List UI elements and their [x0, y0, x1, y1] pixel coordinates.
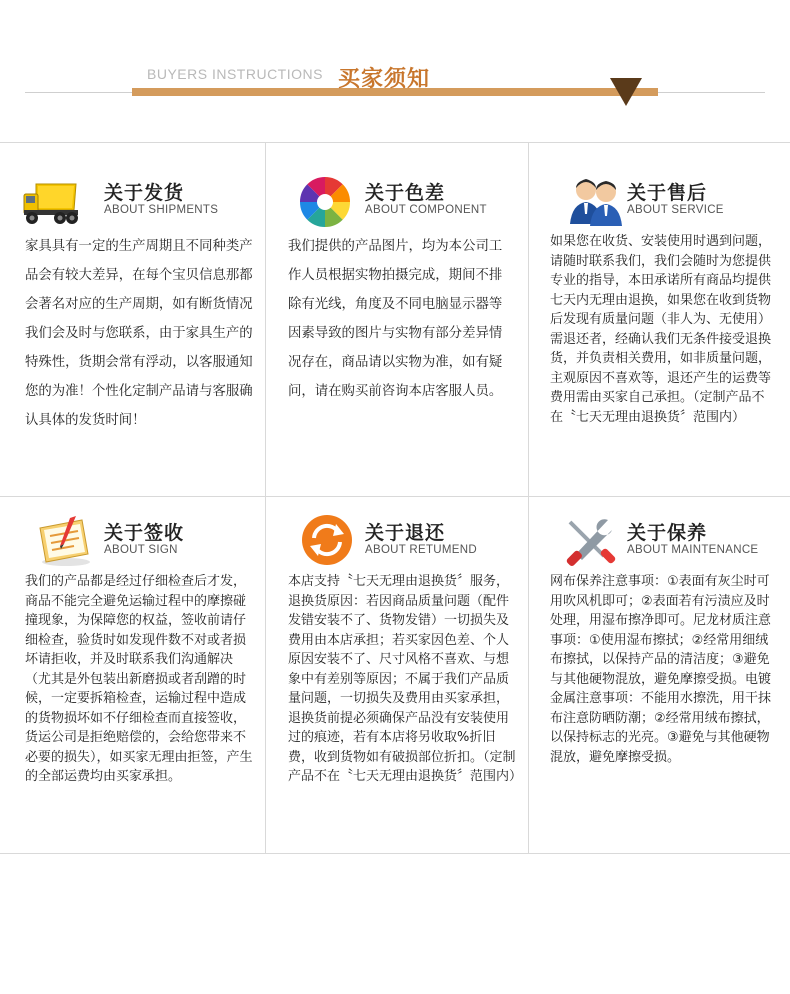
section-color — [265, 174, 528, 494]
section-title: 关于退还 — [365, 522, 446, 544]
grid-line-middle — [0, 496, 790, 497]
section-subtitle: ABOUT RETUMEND — [365, 544, 477, 556]
grid-line-top — [0, 142, 790, 143]
section-service — [528, 174, 790, 494]
section-body: 我们提供的产品图片，均为本公司工作人员根据实物拍摄完成，期间不排除有光线，角度及不同电脑显示器等因素导致的图片与实物有部分差异情况存在，商品请以实物为准，如有疑问，请在购买前咨询本店客服人员。 — [288, 239, 503, 399]
header-title-cn: 买家须知 — [338, 67, 431, 92]
section-shipments — [0, 174, 265, 494]
section-maintenance — [528, 514, 790, 852]
section-subtitle: ABOUT SIGN — [104, 544, 178, 556]
section-title: 关于签收 — [104, 522, 185, 544]
section-body: 我们的产品都是经过仔细检查后才发，商品不能完全避免运输过程中的摩擦碰撞现象，为保障您的权益，签收前请仔细检查，验货时如发现件数不对或者损坏请拒收，并及时联系我们沟通解决（尤其是外包装出新磨损或者刮蹭的时候，一定要拆箱检查，运输过程中造成的货物损坏如不仔细检查而直接签收，货运公司是拒绝赔偿的，会给您带来不必要的损失），如买家无理由拒签，产生的全部运费均由买家承担。 — [25, 574, 253, 784]
color-wheel-icon — [297, 174, 359, 230]
instructions-grid — [0, 142, 790, 854]
section-header — [0, 174, 260, 238]
tools-icon — [560, 514, 622, 570]
section-body: 家具具有一定的生产周期且不同种类产品会有较大差异，在每个宝贝信息那都会著名对应的生产周期，如有断货情况我们会及时与您联系，由于家具生产的特殊性，货期会常有浮动，以客服通知您的为准！个性化定制产品请与客服确认具体的发货时间！ — [25, 239, 253, 428]
header-triangle-marker — [610, 78, 642, 106]
section-body: 网布保养注意事项：①表面有灰尘时可用吹风机即可；②表面若有污渍应及时处理，用湿布擦净即可。尼龙材质注意事项：①使用湿布擦拭；②经常用细绒布擦拭，以保持产品的清洁度；③避免与其他硬物混放，避免摩擦受损。电镀金属注意事项：不能用水擦洗，用干抹布注意防晒防潮；②经常用绒布擦拭，以保持标志的光亮。③避免与其他硬物混放，避免摩擦受损。 — [550, 574, 772, 765]
section-subtitle: ABOUT SHIPMENTS — [104, 204, 219, 216]
section-body: 如果您在收货、安装使用时遇到问题，请随时联系我们，我们会随时为您提供专业的指导，本田承诺所有商品均提供七天内无理由退换，如果您在收到货物后发现有质量问题（非人为、无使用）需退还者，经确认我们无条件接受退换货，并负责相关费用，如非质量问题，主观原因不喜欢等，退还产生的运费等费用需由买家自己承担。（定制产品不在〝七天无理由退换货〞范围内） — [550, 234, 772, 425]
clipboard-sign-icon — [34, 514, 96, 570]
section-subtitle: ABOUT COMPONENT — [365, 204, 487, 216]
section-title: 关于保养 — [627, 522, 708, 544]
section-header — [528, 514, 788, 578]
section-return — [265, 514, 528, 852]
section-sign — [0, 514, 265, 852]
section-title: 关于发货 — [104, 182, 185, 204]
section-header — [265, 174, 525, 238]
section-subtitle: ABOUT MAINTENANCE — [627, 544, 759, 556]
section-title: 关于色差 — [365, 182, 446, 204]
customer-service-icon — [566, 174, 628, 230]
page-header — [0, 0, 790, 142]
section-header — [265, 514, 525, 578]
refresh-icon — [300, 514, 362, 570]
grid-line-bottom — [0, 853, 790, 854]
section-header — [0, 514, 260, 578]
section-header — [528, 174, 788, 238]
section-body: 本店支持〝七天无理由退换货〞服务，退换货原因：若因商品质量问题（配件发错安装不了、货物发错）一切损失及费用由本店承担；若买家因色差、个人原因安装不了、尺寸风格不喜欢、与想象中有差别等原因；不属于我们产品质量问题，一切损失及费用由买家承担，退换货前提必须确保产品没有安装使用过的痕迹，若有本店将另收取%折旧费，收到货物如有破损部位折扣。（定制产品不在〝七天无理由退换货〞范围内） — [288, 574, 523, 784]
header-title-en: BUYERS INSTRUCTIONS — [147, 66, 323, 82]
section-title: 关于售后 — [627, 182, 708, 204]
truck-icon — [22, 174, 84, 230]
section-subtitle: ABOUT SERVICE — [627, 204, 724, 216]
